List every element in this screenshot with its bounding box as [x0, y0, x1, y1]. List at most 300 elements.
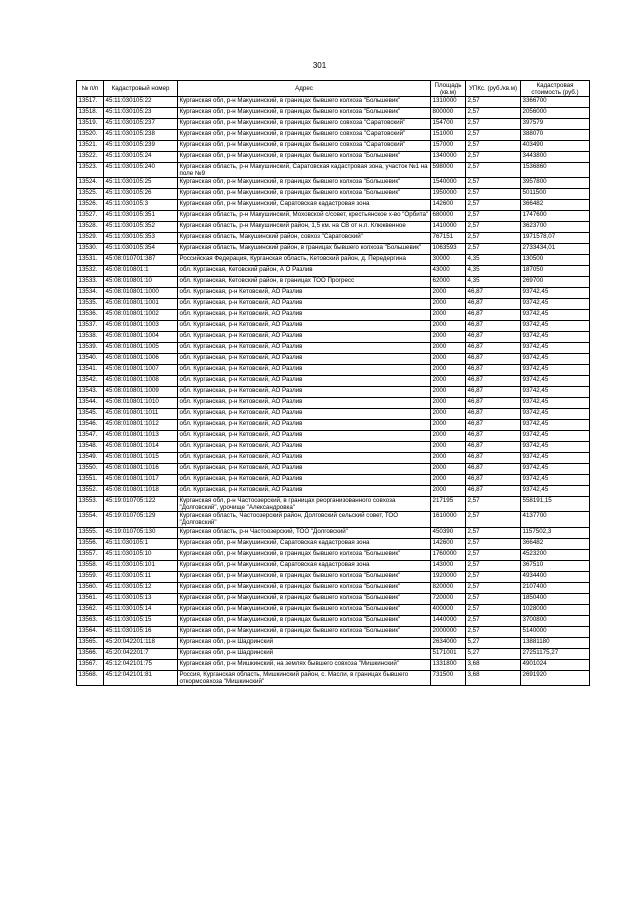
cell-upks: 46,87 [466, 431, 521, 442]
cell-index: 13556. [77, 538, 104, 549]
cell-area: 154700 [431, 119, 466, 130]
cell-index: 13557. [77, 549, 104, 560]
cell-cadastral-value: 2733434,01 [521, 244, 590, 255]
cell-area: 43000 [431, 266, 466, 277]
cell-cadastral-number: 45:12:042101:81 [104, 670, 178, 685]
cell-area: 2000 [431, 431, 466, 442]
cell-index: 13518. [77, 108, 104, 119]
cell-cadastral-number: 45:11:030105:13 [104, 593, 178, 604]
header-upks: УПКс. (руб./кв.м) [466, 81, 521, 97]
cell-cadastral-number: 45:08:010801:1017 [104, 475, 178, 486]
cell-index: 13555. [77, 527, 104, 538]
table-row [77, 130, 590, 141]
cell-address: обл. Курганская, Кетовский район, А О Разлив [178, 266, 431, 277]
cell-area: 2000 [431, 354, 466, 365]
cell-address: обл. Курганская, р-н Кетовский, АО Разлив [178, 387, 431, 398]
cell-index: 13561. [77, 593, 104, 604]
cell-index: 13550. [77, 464, 104, 475]
cell-address: Курганская область, р-н Частоозерский, ТОО "Долговский" [178, 527, 431, 538]
cell-area: 720000 [431, 593, 466, 604]
cell-area: 450390 [431, 527, 466, 538]
cell-index: 13540. [77, 354, 104, 365]
cell-cadastral-value: 3700800 [521, 615, 590, 626]
cell-cadastral-value: 2056000 [521, 108, 590, 119]
cell-index: 13566. [77, 648, 104, 659]
table-row [77, 560, 590, 571]
cell-cadastral-number: 45:11:030105:25 [104, 178, 178, 189]
page-number: 301 [312, 61, 327, 70]
cell-cadastral-value: 3623700 [521, 222, 590, 233]
cell-cadastral-value: 3366700 [521, 97, 590, 108]
table-row [77, 431, 590, 442]
cell-area: 1063593 [431, 244, 466, 255]
cell-cadastral-number: 45:08:010701:387 [104, 255, 178, 266]
table-row [77, 244, 590, 255]
cell-area: 2000 [431, 321, 466, 332]
cell-area: 1331800 [431, 659, 466, 670]
cell-address: обл. Курганская, р-н Кетовский, АО Разлив [178, 475, 431, 486]
cell-cadastral-number: 45:08:010801:1007 [104, 365, 178, 376]
cell-cadastral-value: 93742,45 [521, 486, 590, 497]
cell-area: 2000 [431, 398, 466, 409]
cell-index: 13549. [77, 453, 104, 464]
table-row [77, 163, 590, 178]
cell-cadastral-number: 45:11:030105:352 [104, 222, 178, 233]
cell-index: 13536. [77, 310, 104, 321]
cell-cadastral-number: 45:11:030105:22 [104, 97, 178, 108]
table-row [77, 475, 590, 486]
cell-index: 13560. [77, 582, 104, 593]
cell-index: 13517. [77, 97, 104, 108]
cell-index: 13523. [77, 163, 104, 178]
cell-index: 13535. [77, 299, 104, 310]
cell-cadastral-number: 45:11:030105:240 [104, 163, 178, 178]
cell-cadastral-value: 366482 [521, 538, 590, 549]
cell-upks: 46,87 [466, 288, 521, 299]
cell-index: 13563. [77, 615, 104, 626]
cell-cadastral-value: 4934400 [521, 571, 590, 582]
cell-upks: 2,57 [466, 615, 521, 626]
cell-index: 13546. [77, 420, 104, 431]
cell-area: 1920000 [431, 571, 466, 582]
cell-area: 2000 [431, 464, 466, 475]
cell-index: 13552. [77, 486, 104, 497]
cell-index: 13532. [77, 266, 104, 277]
cell-area: 217195 [431, 497, 466, 512]
cell-address: обл. Курганская, р-н Кетовский, АО Разлив [178, 486, 431, 497]
cell-address: обл. Курганская, р-н Кетовский, АО Разлив [178, 365, 431, 376]
cell-cadastral-value: 558191,15 [521, 497, 590, 512]
cell-upks: 2,57 [466, 130, 521, 141]
table-row [77, 189, 590, 200]
cell-area: 2000 [431, 442, 466, 453]
cell-upks: 2,57 [466, 141, 521, 152]
cell-upks: 2,57 [466, 163, 521, 178]
table-row [77, 222, 590, 233]
cell-cadastral-value: 4901024 [521, 659, 590, 670]
cell-index: 13528. [77, 222, 104, 233]
cell-upks: 2,57 [466, 233, 521, 244]
cell-address: Курганская обл, р-н Макушинский, в границах бывшего колхоза "Большевик" [178, 152, 431, 163]
cell-upks: 5,27 [466, 648, 521, 659]
cell-index: 13551. [77, 475, 104, 486]
cell-cadastral-number: 45:19:010705:122 [104, 497, 178, 512]
cell-cadastral-number: 45:20:042201:7 [104, 648, 178, 659]
cell-index: 13537. [77, 321, 104, 332]
cell-index: 13527. [77, 211, 104, 222]
cell-cadastral-number: 45:11:030105:14 [104, 604, 178, 615]
cell-upks: 2,57 [466, 244, 521, 255]
cell-address: Курганская обл, р-н Макушинский, в границах бывшего совхоза "Саратовский" [178, 130, 431, 141]
cell-cadastral-number: 45:11:030105:238 [104, 130, 178, 141]
cell-cadastral-value: 1850400 [521, 593, 590, 604]
cell-area: 2000 [431, 310, 466, 321]
table-row [77, 299, 590, 310]
cell-cadastral-value: 1747600 [521, 211, 590, 222]
cell-cadastral-number: 45:08:010801:1002 [104, 310, 178, 321]
cell-index: 13533. [77, 277, 104, 288]
cell-address: Курганская обл, р-н Макушинский, в границах бывшего колхоза "Большевик" [178, 97, 431, 108]
cell-cadastral-value: 93742,45 [521, 321, 590, 332]
cell-upks: 46,87 [466, 310, 521, 321]
cell-area: 1950000 [431, 189, 466, 200]
table-row [77, 648, 590, 659]
cell-upks: 2,57 [466, 538, 521, 549]
table-row [77, 310, 590, 321]
cell-address: Курганская область, р-н Макушинский, Саратовская кадастровая зона, участок №1 на поле №9 [178, 163, 431, 178]
table-row [77, 387, 590, 398]
cell-upks: 2,57 [466, 549, 521, 560]
cell-cadastral-value: 269700 [521, 277, 590, 288]
cell-upks: 46,87 [466, 409, 521, 420]
cell-address: Курганская обл, р-н Шадринский [178, 637, 431, 648]
table-row [77, 593, 590, 604]
table-row [77, 343, 590, 354]
cell-index: 13531. [77, 255, 104, 266]
cell-index: 13529. [77, 233, 104, 244]
table-row [77, 615, 590, 626]
cell-area: 2000 [431, 409, 466, 420]
table-row [77, 549, 590, 560]
cell-cadastral-value: 93742,45 [521, 299, 590, 310]
cell-address: обл. Курганская, р-н Кетовский, АО Разлив [178, 398, 431, 409]
cell-cadastral-number: 45:11:030105:10 [104, 549, 178, 560]
cell-area: 142600 [431, 538, 466, 549]
cell-cadastral-value: 366482 [521, 200, 590, 211]
table-row [77, 538, 590, 549]
cell-cadastral-value: 187050 [521, 266, 590, 277]
cell-address: обл. Курганская, Кетовский район, в границах ТОО Прогресс [178, 277, 431, 288]
table-row [77, 486, 590, 497]
cell-cadastral-number: 45:11:030105:11 [104, 571, 178, 582]
cell-area: 1610000 [431, 512, 466, 527]
cell-index: 13558. [77, 560, 104, 571]
table-body [77, 97, 590, 686]
cell-upks: 5,27 [466, 637, 521, 648]
cell-upks: 4,35 [466, 255, 521, 266]
cell-area: 767151 [431, 233, 466, 244]
cell-cadastral-number: 45:08:010801:1014 [104, 442, 178, 453]
cell-upks: 2,57 [466, 189, 521, 200]
cell-cadastral-value: 93742,45 [521, 442, 590, 453]
cell-upks: 3,68 [466, 659, 521, 670]
cell-cadastral-value: 1028000 [521, 604, 590, 615]
cell-area: 5171001 [431, 648, 466, 659]
cell-upks: 2,57 [466, 527, 521, 538]
table-row [77, 365, 590, 376]
cell-cadastral-number: 45:08:010801:1011 [104, 409, 178, 420]
table-row [77, 277, 590, 288]
cell-index: 13539. [77, 343, 104, 354]
cell-upks: 3,68 [466, 670, 521, 685]
cell-cadastral-value: 388070 [521, 130, 590, 141]
cell-area: 157000 [431, 141, 466, 152]
cell-index: 13544. [77, 398, 104, 409]
cell-cadastral-value: 403490 [521, 141, 590, 152]
cell-cadastral-value: 93742,45 [521, 475, 590, 486]
cell-address: Курганская обл, р-н Макушинский, Саратовская кадастровая зона [178, 200, 431, 211]
cell-address: Курганская обл, р-н Макушинский, в границах бывшего колхоза "Большевик" [178, 626, 431, 637]
table-row [77, 582, 590, 593]
cell-address: Курганская обл, р-н Макушинский, в границах бывшего колхоза "Большевик" [178, 571, 431, 582]
table-row [77, 288, 590, 299]
table-header-row [77, 81, 590, 97]
cell-index: 13562. [77, 604, 104, 615]
cell-address: обл. Курганская, р-н Кетовский, АО Разлив [178, 409, 431, 420]
cell-cadastral-number: 45:11:030105:24 [104, 152, 178, 163]
table-row [77, 398, 590, 409]
table-row [77, 409, 590, 420]
cell-cadastral-value: 93742,45 [521, 354, 590, 365]
cell-area: 1410000 [431, 222, 466, 233]
cell-cadastral-value: 93742,45 [521, 310, 590, 321]
cell-cadastral-number: 45:08:010801:1004 [104, 332, 178, 343]
cell-address: Курганская обл, р-н Макушинский, Саратовская кадастровая зона [178, 538, 431, 549]
cell-upks: 2,57 [466, 604, 521, 615]
cell-address: Курганская обл, р-н Макушинский, в границах бывшего колхоза "Большевик" [178, 549, 431, 560]
cell-upks: 2,57 [466, 593, 521, 604]
table-row [77, 233, 590, 244]
cell-upks: 2,57 [466, 119, 521, 130]
cell-cadastral-number: 45:11:030105:15 [104, 615, 178, 626]
cell-area: 1340000 [431, 152, 466, 163]
cell-address: Курганская обл, р-н Частоозерский, в границах реорганизованного совхоза "Долговский", урочище "Александровка" [178, 497, 431, 512]
table-row [77, 141, 590, 152]
cell-cadastral-number: 45:08:010801:1008 [104, 376, 178, 387]
cell-address: Курганская обл, р-н Макушинский, в границах бывшего колхоза "Большевик" [178, 189, 431, 200]
cell-cadastral-number: 45:08:010801:1010 [104, 398, 178, 409]
cell-address: обл. Курганская, р-н Кетовский, АО Разлив [178, 310, 431, 321]
cell-cadastral-value: 93742,45 [521, 409, 590, 420]
header-index: № п/п [77, 81, 104, 97]
cell-address: Курганская обл, р-н Мишкинский, на землях бывшего совхоза "Мишкинский" [178, 659, 431, 670]
cell-area: 598000 [431, 163, 466, 178]
cell-cadastral-value: 1536860 [521, 163, 590, 178]
cell-address: обл. Курганская, р-н Кетовский, АО Разлив [178, 420, 431, 431]
header-cadastral-value: Кадастровая стоимость (руб.) [521, 81, 590, 97]
cell-upks: 46,87 [466, 387, 521, 398]
cell-cadastral-value: 4523200 [521, 549, 590, 560]
cell-area: 142600 [431, 200, 466, 211]
cell-area: 2000 [431, 365, 466, 376]
cell-upks: 46,87 [466, 398, 521, 409]
cell-area: 2000 [431, 376, 466, 387]
table-row [77, 420, 590, 431]
cell-cadastral-value: 1157502,3 [521, 527, 590, 538]
cell-area: 2000 [431, 486, 466, 497]
cell-index: 13538. [77, 332, 104, 343]
cell-area: 2000 [431, 343, 466, 354]
cell-index: 13564. [77, 626, 104, 637]
cell-upks: 46,87 [466, 321, 521, 332]
cell-area: 151000 [431, 130, 466, 141]
cell-area: 2000 [431, 453, 466, 464]
cell-cadastral-number: 45:08:010801:1003 [104, 321, 178, 332]
cell-index: 13553. [77, 497, 104, 512]
cell-address: обл. Курганская, р-н Кетовский, АО Разлив [178, 453, 431, 464]
cell-cadastral-number: 45:11:030105:101 [104, 560, 178, 571]
cell-address: Курганская область, Макушинский район, в границах бывшего колхоза "Большевик" [178, 244, 431, 255]
table-row [77, 497, 590, 512]
cell-address: обл. Курганская, р-н Кетовский, АО Разлив [178, 299, 431, 310]
table-row [77, 321, 590, 332]
cell-index: 13547. [77, 431, 104, 442]
cell-upks: 2,57 [466, 200, 521, 211]
cell-index: 13522. [77, 152, 104, 163]
cell-cadastral-value: 5140000 [521, 626, 590, 637]
cell-index: 13559. [77, 571, 104, 582]
table-row [77, 255, 590, 266]
cell-cadastral-value: 397579 [521, 119, 590, 130]
cell-cadastral-value: 93742,45 [521, 365, 590, 376]
cell-index: 13554. [77, 512, 104, 527]
cell-index: 13525. [77, 189, 104, 200]
cell-cadastral-value: 5011500 [521, 189, 590, 200]
header-cadastral-number: Кадастровый номер [104, 81, 178, 97]
cell-index: 13545. [77, 409, 104, 420]
cell-cadastral-number: 45:19:010705:129 [104, 512, 178, 527]
cell-cadastral-number: 45:08:010801:10 [104, 277, 178, 288]
cell-cadastral-value: 93742,45 [521, 420, 590, 431]
cell-address: Курганская область, Частоозерский район, Долговский сельский совет, ТОО "Долговский" [178, 512, 431, 527]
cell-area: 2000 [431, 299, 466, 310]
cell-index: 13543. [77, 387, 104, 398]
header-area: Площадь (кв.м) [431, 81, 466, 97]
cell-address: обл. Курганская, р-н Кетовский, АО Разлив [178, 354, 431, 365]
cadastral-table [76, 80, 590, 686]
cell-upks: 2,57 [466, 571, 521, 582]
cell-address: Курганская обл, р-н Макушинский, в границах бывшего колхоза "Большевик" [178, 178, 431, 189]
cell-area: 30000 [431, 255, 466, 266]
cell-upks: 2,57 [466, 97, 521, 108]
cell-cadastral-number: 45:11:030105:16 [104, 626, 178, 637]
cell-area: 2000 [431, 332, 466, 343]
cell-upks: 46,87 [466, 464, 521, 475]
cell-cadastral-number: 45:19:010705:130 [104, 527, 178, 538]
table-row [77, 376, 590, 387]
cell-cadastral-value: 13881180 [521, 637, 590, 648]
table-row [77, 670, 590, 685]
cell-area: 1760000 [431, 549, 466, 560]
cell-index: 13548. [77, 442, 104, 453]
cell-area: 62000 [431, 277, 466, 288]
cell-cadastral-value: 27251175,27 [521, 648, 590, 659]
table-row [77, 211, 590, 222]
cell-upks: 46,87 [466, 453, 521, 464]
cell-cadastral-number: 45:08:010801:1001 [104, 299, 178, 310]
cell-upks: 2,57 [466, 178, 521, 189]
cell-cadastral-value: 93742,45 [521, 332, 590, 343]
cell-upks: 46,87 [466, 343, 521, 354]
cell-upks: 46,87 [466, 475, 521, 486]
cell-cadastral-number: 45:11:030105:353 [104, 233, 178, 244]
cell-cadastral-number: 45:20:042201:118 [104, 637, 178, 648]
cell-area: 2000000 [431, 626, 466, 637]
table-row [77, 97, 590, 108]
cell-address: Курганская обл, р-н Макушинский, Саратовская кадастровая зона [178, 560, 431, 571]
cell-index: 13530. [77, 244, 104, 255]
cell-upks: 4,35 [466, 277, 521, 288]
cell-upks: 46,87 [466, 376, 521, 387]
cell-upks: 46,87 [466, 354, 521, 365]
cell-index: 13567. [77, 659, 104, 670]
cell-area: 680000 [431, 211, 466, 222]
cell-cadastral-value: 367510 [521, 560, 590, 571]
cell-upks: 46,87 [466, 442, 521, 453]
cell-address: Курганская область, р-н Макушинский, Моховской с/совет, крестьянское х-во "Орбита" [178, 211, 431, 222]
table-row [77, 442, 590, 453]
cell-cadastral-value: 3443800 [521, 152, 590, 163]
cell-address: Россия, Курганская область, Мишкинский район, с. Масли, в границах бывшего откормсовхоза "Мишкинский" [178, 670, 431, 685]
cell-cadastral-value: 93742,45 [521, 343, 590, 354]
cell-index: 13541. [77, 365, 104, 376]
cell-cadastral-number: 45:12:042101:75 [104, 659, 178, 670]
cell-area: 731500 [431, 670, 466, 685]
cell-upks: 2,57 [466, 222, 521, 233]
cell-cadastral-number: 45:11:030105:239 [104, 141, 178, 152]
cell-upks: 2,57 [466, 560, 521, 571]
cell-area: 1310000 [431, 97, 466, 108]
cell-cadastral-number: 45:11:030105:23 [104, 108, 178, 119]
table-row [77, 512, 590, 527]
cell-cadastral-value: 93742,45 [521, 464, 590, 475]
cell-cadastral-number: 45:08:010801:1012 [104, 420, 178, 431]
cell-index: 13542. [77, 376, 104, 387]
cell-cadastral-number: 45:11:030105:3 [104, 200, 178, 211]
cell-cadastral-number: 45:08:010801:1018 [104, 486, 178, 497]
cell-area: 143000 [431, 560, 466, 571]
table-row [77, 659, 590, 670]
cell-area: 2634000 [431, 637, 466, 648]
table-row [77, 178, 590, 189]
table-row [77, 626, 590, 637]
cell-cadastral-number: 45:11:030105:1 [104, 538, 178, 549]
cell-cadastral-value: 2107400 [521, 582, 590, 593]
cell-address: обл. Курганская, р-н Кетовский, АО Разлив [178, 376, 431, 387]
cell-address: обл. Курганская, р-н Кетовский, АО Разлив [178, 464, 431, 475]
cell-cadastral-number: 45:08:010801:1006 [104, 354, 178, 365]
cell-upks: 2,57 [466, 211, 521, 222]
cell-cadastral-number: 45:08:010801:1016 [104, 464, 178, 475]
table-row [77, 200, 590, 211]
cell-area: 1440000 [431, 615, 466, 626]
cell-cadastral-value: 4137700 [521, 512, 590, 527]
cell-cadastral-number: 45:08:010801:1015 [104, 453, 178, 464]
cell-area: 800000 [431, 108, 466, 119]
cell-index: 13520. [77, 130, 104, 141]
header-address: Адрес [178, 81, 431, 97]
cell-upks: 46,87 [466, 299, 521, 310]
